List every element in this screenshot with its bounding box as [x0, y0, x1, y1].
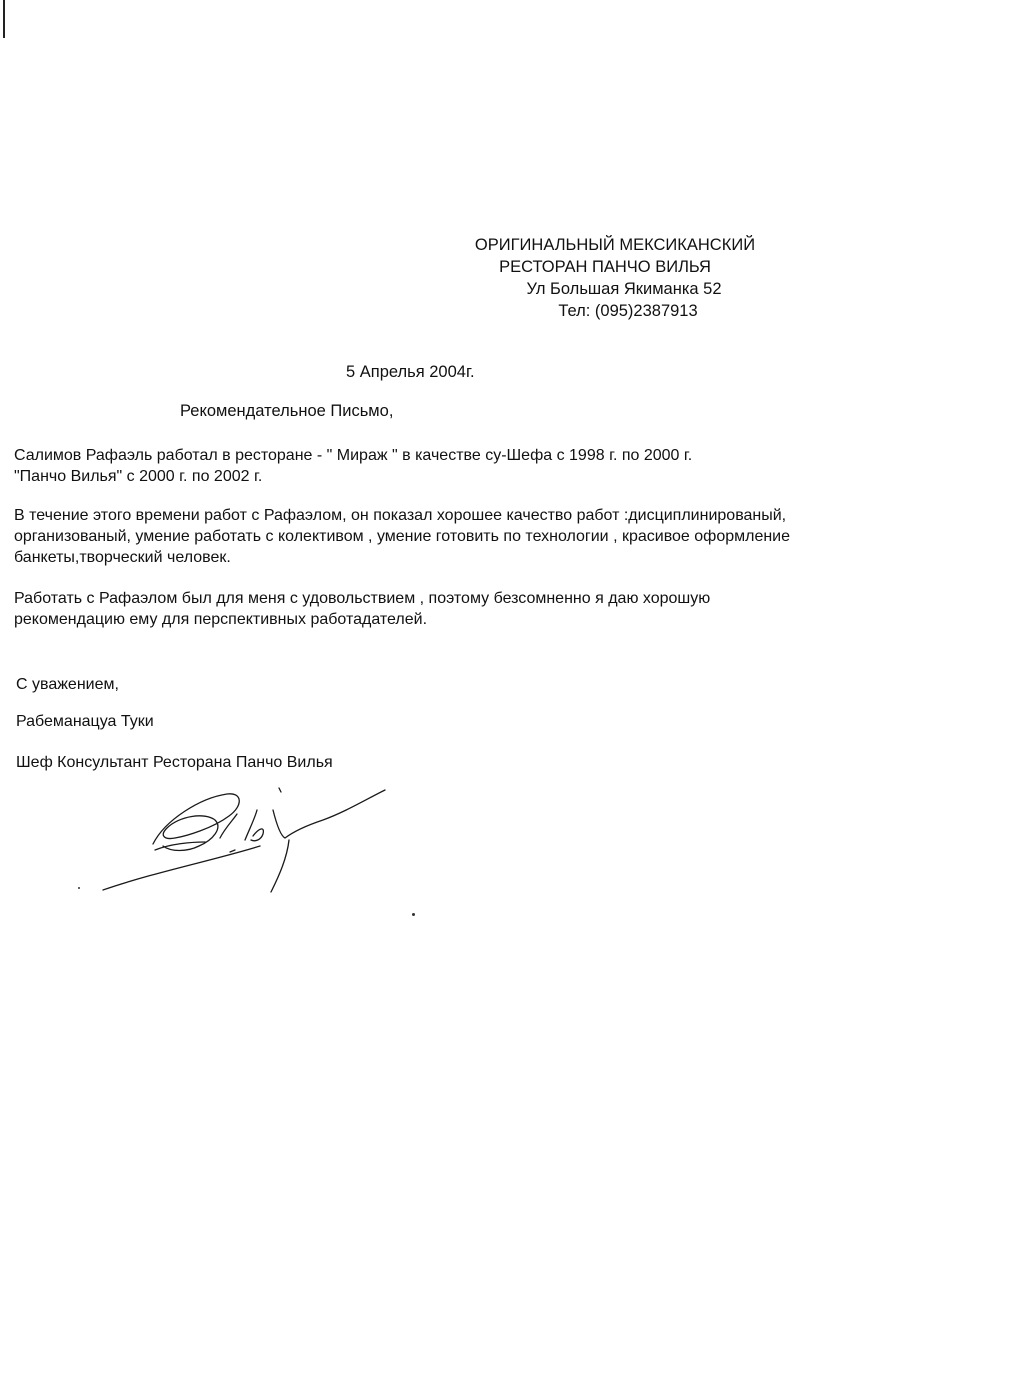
paragraph-line: В течение этого времени работ с Рафаэлом, он показал хорошее качество работ :дисциплинированый, [14, 507, 787, 524]
paragraph-line: "Панчо Вилья" с 2000 г. по 2002 г. [14, 468, 263, 485]
letterhead-address: Ул Большая Якиманка 52 [526, 280, 722, 298]
paragraph-qualities [14, 505, 874, 568]
scan-speck [412, 913, 415, 916]
letterhead [440, 234, 800, 322]
letter-date: 5 Апрелья 2004г. [346, 363, 475, 381]
letter-title: Рекомендательное Письмо, [180, 402, 394, 420]
scan-edge-mark [3, 0, 5, 38]
paragraph-line: банкеты,творческий человек. [14, 549, 231, 566]
signer-name: Рабеманацуа Туки [16, 713, 154, 730]
handwritten-signature [95, 780, 405, 910]
letterhead-phone: Тел: (095)2387913 [558, 302, 698, 320]
paragraph-employment [14, 445, 874, 487]
paragraph-line: Салимов Рафаэль работал в ресторане - " Мираж " в качестве су-Шефа с 1998 г. по 2000 г. [14, 447, 693, 464]
paragraph-line: организованый, умение работать с колективом , умение готовить по технологии , красивое оформление [14, 528, 791, 545]
closing-regards: С уважением, [16, 676, 119, 693]
paragraph-line: рекомендацию ему для перспективных работадателей. [14, 611, 428, 628]
signer-position: Шеф Консультант Ресторана Панчо Вилья [16, 754, 333, 771]
paragraph-line: Работать с Рафаэлом был для меня с удовольствием , поэтому безсомненно я даю хорошую [14, 590, 711, 607]
letterhead-line-1: ОРИГИНАЛЬНЫЙ МЕКСИКАНСКИЙ [474, 236, 756, 254]
scan-speck [78, 887, 80, 889]
paragraph-recommendation [14, 588, 874, 630]
letterhead-line-2: РЕСТОРАН ПАНЧО ВИЛЬЯ [499, 258, 711, 276]
